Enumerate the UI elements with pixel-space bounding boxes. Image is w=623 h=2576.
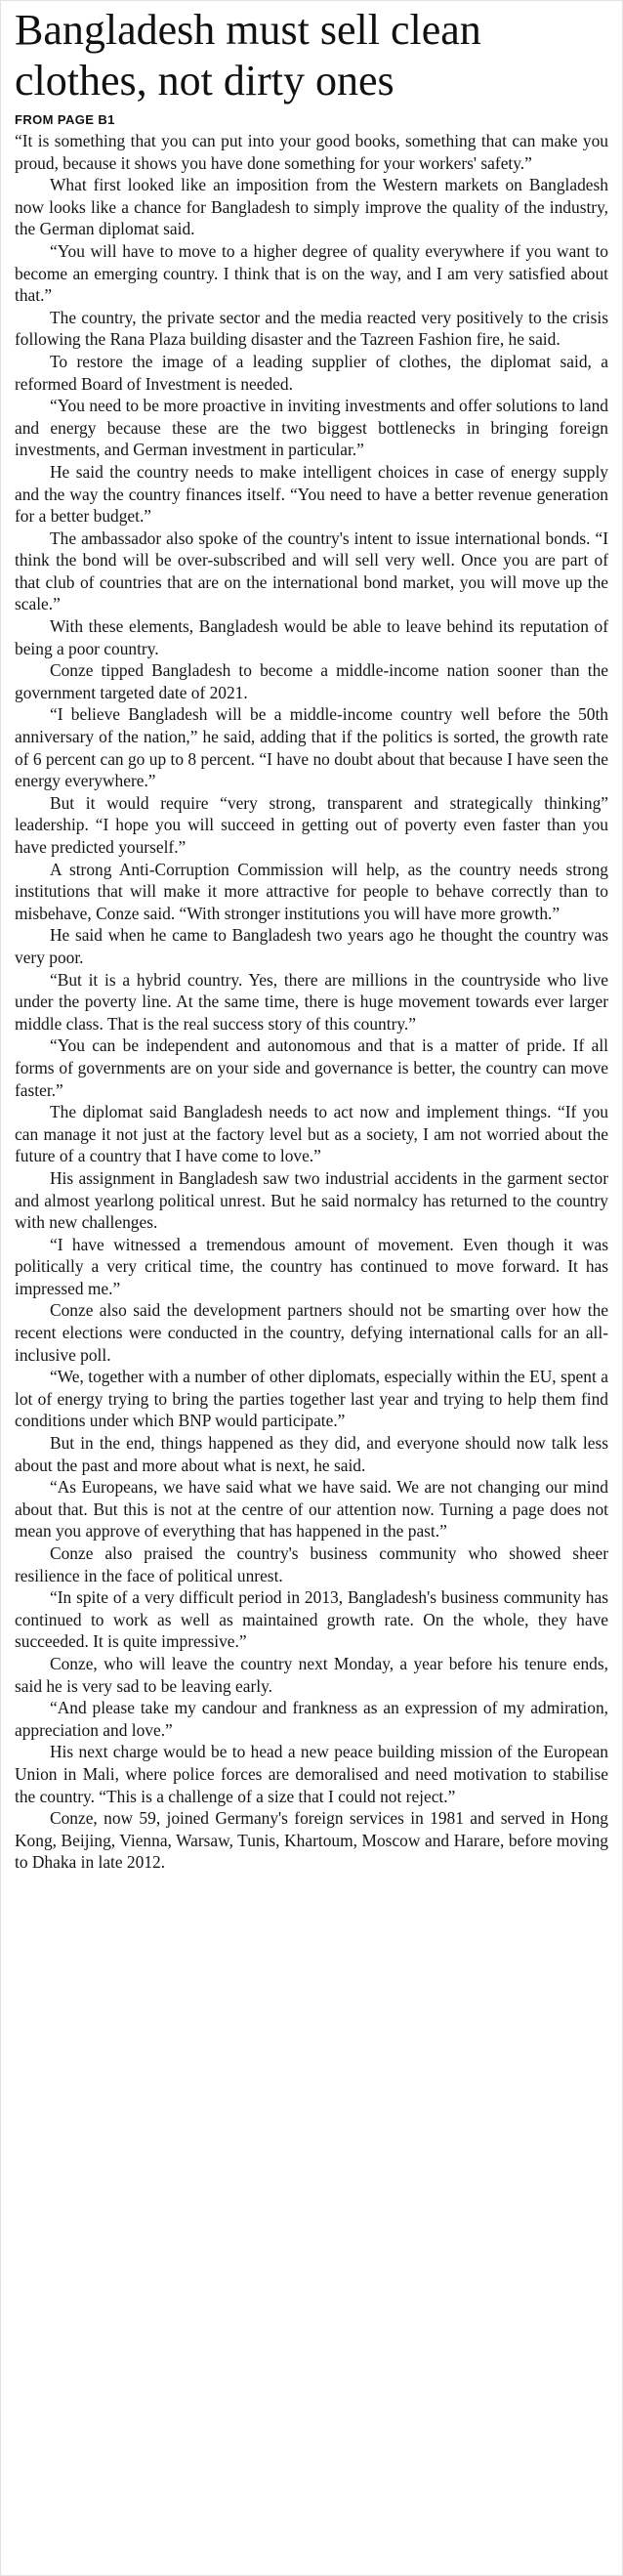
article-paragraph: “It is something that you can put into your good books, something that can make you proud, because it shows you have done something for your workers' safety.” (15, 131, 608, 173)
article-paragraph: His next charge would be to head a new peace building mission of the European Union in Mali, where police forces are demoralised and need motivation to stabilise the country. “This is a challenge of a size that I could not reject.” (15, 1742, 608, 1806)
article-paragraph: The diplomat said Bangladesh needs to act now and implement things. “If you can manage it not just at the factory level but as a society, I am not worried about the future of a country that I have come to love.” (15, 1102, 608, 1166)
article-body (15, 130, 608, 1874)
article-paragraph: His assignment in Bangladesh saw two industrial accidents in the garment sector and almost yearlong political unrest. But he said normalcy has returned to the country with new challenges. (15, 1167, 608, 1233)
article-paragraph: Conze also said the development partners should not be smarting over how the recent elections were conducted in the country, defying international calls for an all-inclusive poll. (15, 1300, 608, 1365)
article-paragraph: But it would require “very strong, transparent and strategically thinking” leadership. “I hope you will succeed in getting out of poverty even faster than you have predicted yourself.” (15, 792, 608, 857)
article-paragraph: Conze, who will leave the country next Monday, a year before his tenure ends, said he is very sad to be leaving early. (15, 1653, 608, 1696)
article-paragraph: “You can be independent and autonomous and that is a matter of pride. If all forms of governments are on your side and governance is better, the country can move faster.” (15, 1035, 608, 1100)
article-paragraph: “I have witnessed a tremendous amount of movement. Even though it was politically a very critical time, the country has continued to move forward. It has impressed me.” (15, 1234, 608, 1298)
article-paragraph: Conze tipped Bangladesh to become a middle-income nation sooner than the government targeted date of 2021. (15, 660, 608, 702)
article-paragraph: “As Europeans, we have said what we have said. We are not changing our mind about that. But this is not at the centre of our attention now. Turning a page does not mean you approve of everything that has happened in the past.” (15, 1477, 608, 1541)
article-paragraph: “I believe Bangladesh will be a middle-income country well before the 50th anniversary of the nation,” he said, adding that if the politics is sorted, the growth rate of 6 percent can go up to 8 percent. “I have no doubt about that because I have seen the energy everywhere.” (15, 704, 608, 791)
article-paragraph: To restore the image of a leading supplier of clothes, the diplomat said, a reformed Board of Investment is needed. (15, 351, 608, 394)
article-paragraph: A strong Anti-Corruption Commission will help, as the country needs strong institutions that will make it more attractive for people to behave correctly than to misbehave, Conze said. “With stronger institutions you will have more growth.” (15, 859, 608, 923)
article-paragraph: The ambassador also spoke of the country's intent to issue international bonds. “I think the bond will be over-subscribed and will sell very well. Once you are part of that club of countries that are on the international bond market, you will move up the scale.” (15, 528, 608, 614)
article-paragraph: He said the country needs to make intelligent choices in case of energy supply and the way the country finances itself. “You need to have a better revenue generation for a better budget.” (15, 461, 608, 527)
article-paragraph: Conze, now 59, joined Germany's foreign services in 1981 and served in Hong Kong, Beijing, Vienna, Warsaw, Tunis, Khartoum, Moscow and Harare, before moving to Dhaka in late 2012. (15, 1808, 608, 1873)
article-paragraph: “We, together with a number of other diplomats, especially within the EU, spent a lot of energy trying to bring the parties together last year and trying to help them find conditions under which BNP would participate.” (15, 1367, 608, 1431)
article-dateline: FROM PAGE B1 (15, 112, 115, 127)
article-paragraph: “You need to be more proactive in inviting investments and offer solutions to land and energy because these are the two biggest bottlenecks in bringing foreign investments, and German investment in particular.” (15, 396, 608, 460)
article-paragraph: The country, the private sector and the media reacted very positively to the crisis following the Rana Plaza building disaster and the Tazreen Fashion fire, he said. (15, 307, 608, 350)
article-headline: Bangladesh must sell clean clothes, not dirty ones (15, 6, 481, 105)
article-paragraph: “In spite of a very difficult period in 2013, Bangladesh's business community has continued to work as well as maintained growth rate. On the whole, they have succeeded. It is quite impressive.” (15, 1587, 608, 1652)
article-paragraph: “And please take my candour and frankness as an expression of my admiration, appreciation and love.” (15, 1698, 608, 1740)
article-paragraph: “But it is a hybrid country. Yes, there are millions in the countryside who live under the poverty line. At the same time, there is huge movement towards ever larger middle class. That is the real success story of this country.” (15, 969, 608, 1034)
article-paragraph: But in the end, things happened as they did, and everyone should now talk less about the past and more about what is next, he said. (15, 1433, 608, 1475)
article-paragraph: Conze also praised the country's business community who showed sheer resilience in the face of political unrest. (15, 1543, 608, 1585)
article-paragraph: He said when he came to Bangladesh two years ago he thought the country was very poor. (15, 925, 608, 967)
article-paragraph: With these elements, Bangladesh would be able to leave behind its reputation of being a poor country. (15, 616, 608, 658)
article-paragraph: “You will have to move to a higher degree of quality everywhere if you want to become an emerging country. I think that is on the way, and I am very satisfied about that.” (15, 240, 608, 306)
article-paragraph: What first looked like an imposition from the Western markets on Bangladesh now looks like a chance for Bangladesh to simply improve the quality of the industry, the German diplomat said. (15, 175, 608, 239)
